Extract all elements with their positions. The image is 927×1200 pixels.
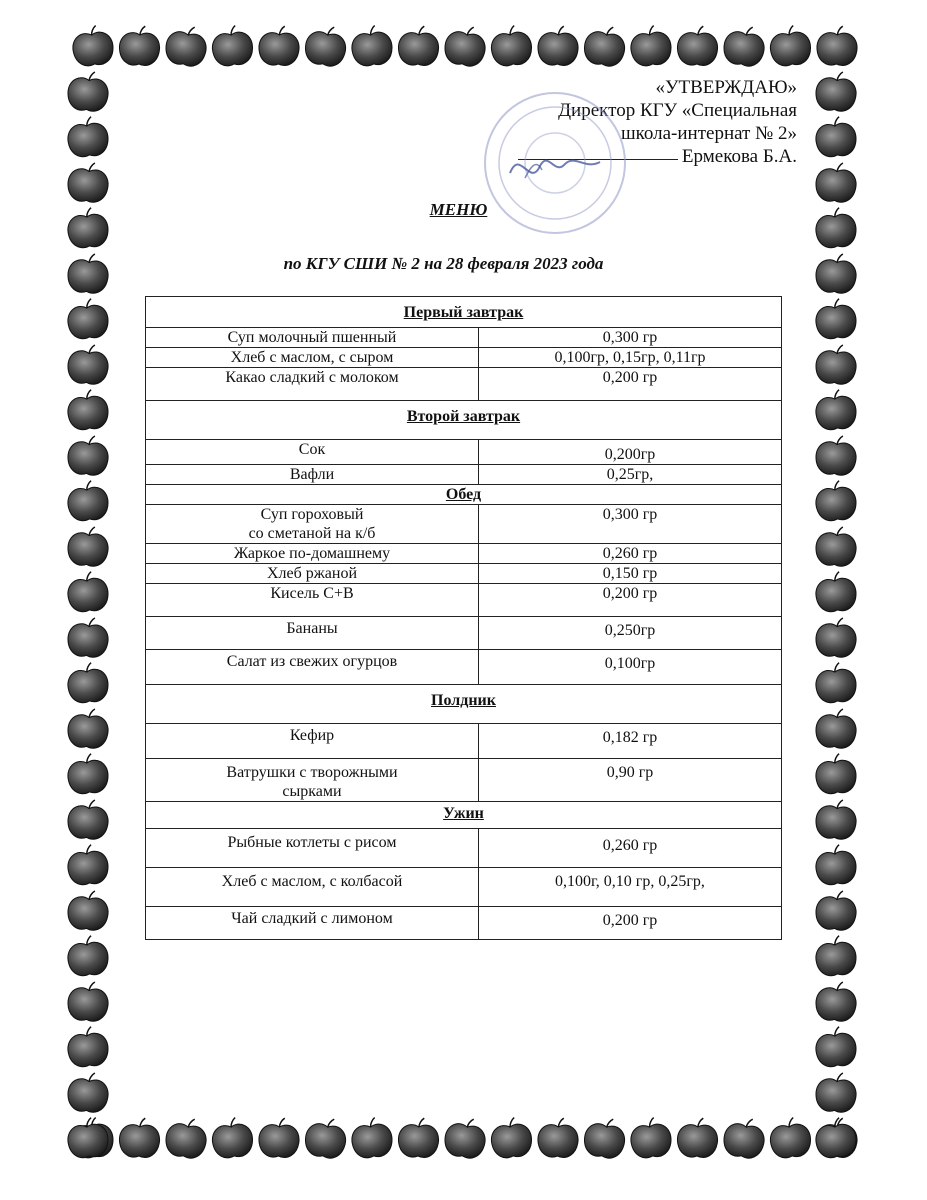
dish-quantity: 0,100гр	[479, 650, 782, 685]
dish-name: Хлеб ржаной	[146, 564, 479, 584]
apple-ornament	[350, 24, 394, 67]
dish-quantity: 0,200гр	[479, 440, 782, 465]
apple-ornament	[537, 1117, 578, 1158]
table-row	[146, 348, 782, 368]
apple-ornament	[489, 1116, 533, 1159]
apple-ornament	[163, 1115, 209, 1161]
seal-stamp	[470, 78, 640, 248]
apple-ornament	[258, 25, 299, 66]
dish-quantity: 0,100г, 0,10 гр, 0,25гр,	[479, 868, 782, 907]
apple-ornament	[350, 1116, 394, 1159]
apple-ornament	[67, 70, 110, 113]
apple-ornament	[815, 980, 858, 1023]
apple-ornament	[442, 23, 488, 69]
apple-ornament	[814, 843, 857, 886]
apple-ornament	[815, 616, 858, 659]
dish-name: Хлеб с маслом, с колбасой	[146, 868, 479, 907]
section-header-row	[146, 802, 782, 829]
apple-ornament	[442, 1115, 488, 1161]
dish-quantity: 0,200 гр	[479, 907, 782, 940]
dish-name-line: сырками	[282, 783, 342, 800]
apple-ornament	[816, 25, 857, 66]
table-row	[146, 328, 782, 348]
dish-name: Рыбные котлеты с рисом	[146, 829, 479, 868]
approval-title: «УТВЕРЖДАЮ»	[655, 77, 797, 98]
apple-ornament	[67, 616, 110, 659]
apple-ornament	[721, 1115, 767, 1161]
table-row	[146, 368, 782, 401]
dish-quantity: 0,260 гр	[479, 544, 782, 564]
dish-name-line: Суп гороховый	[260, 506, 364, 523]
table-row	[146, 584, 782, 617]
apple-ornament	[66, 1025, 109, 1068]
apple-ornament	[815, 525, 858, 568]
apple-ornament	[67, 525, 110, 568]
dish-quantity: 0,250гр	[479, 617, 782, 650]
apple-ornament	[814, 297, 857, 340]
section-title: Обед	[146, 485, 782, 505]
apple-ornament	[629, 1116, 673, 1159]
apple-ornament	[398, 1117, 439, 1158]
apple-ornament	[537, 25, 578, 66]
approval-organization: школа-интернат № 2»	[620, 123, 797, 144]
apple-ornament	[303, 1115, 349, 1161]
dish-quantity: 0,300 гр	[479, 328, 782, 348]
apple-ornament	[629, 24, 673, 67]
menu-subtitle: по КГУ СШИ № 2 на 28 февраля 2023 года	[283, 254, 604, 273]
dish-quantity: 0,200 гр	[479, 368, 782, 401]
table-row	[146, 544, 782, 564]
apple-ornament	[66, 115, 109, 158]
table-row	[146, 564, 782, 584]
apple-ornament	[582, 1115, 628, 1161]
apple-ornament	[489, 24, 533, 67]
apple-ornament	[768, 24, 812, 67]
apple-ornament	[814, 752, 857, 795]
apple-ornament	[815, 707, 858, 750]
apple-ornament	[66, 661, 109, 704]
table-row	[146, 440, 782, 465]
apple-ornament	[67, 1071, 110, 1114]
table-row	[146, 505, 782, 544]
apple-ornament	[66, 388, 109, 431]
section-title: Полдник	[146, 685, 782, 724]
apple-ornament	[119, 1117, 160, 1158]
apple-ornament	[815, 889, 858, 932]
apple-ornament	[398, 25, 439, 66]
apple-ornament	[582, 23, 628, 69]
dish-name: Вафли	[146, 465, 479, 485]
table-row	[146, 617, 782, 650]
table-row	[146, 868, 782, 907]
apple-ornament	[815, 161, 858, 204]
dish-quantity: 0,300 гр	[479, 505, 782, 544]
apple-ornament	[66, 843, 109, 886]
apple-ornament	[67, 161, 110, 204]
apple-ornament	[67, 798, 110, 841]
dish-quantity: 0,182 гр	[479, 724, 782, 759]
dish-name: Какао сладкий с молоком	[146, 368, 479, 401]
apple-ornament	[814, 388, 857, 431]
dish-name: Кисель С+В	[146, 584, 479, 617]
apple-ornament	[815, 798, 858, 841]
dish-name	[146, 759, 479, 802]
apple-ornament	[119, 25, 160, 66]
dish-quantity: 0,200 гр	[479, 584, 782, 617]
dish-name	[146, 505, 479, 544]
table-row	[146, 759, 782, 802]
apple-ornament	[210, 24, 254, 67]
apple-ornament	[163, 23, 209, 69]
apple-ornament	[814, 934, 857, 977]
dish-name: Чай сладкий с лимоном	[146, 907, 479, 940]
apple-ornament	[815, 70, 858, 113]
apple-ornament	[67, 707, 110, 750]
apple-ornament	[66, 752, 109, 795]
dish-quantity: 0,100гр, 0,15гр, 0,11гр	[479, 348, 782, 368]
section-header-row	[146, 297, 782, 328]
apple-ornament	[66, 934, 109, 977]
dish-name: Жаркое по-домашнему	[146, 544, 479, 564]
apple-ornament	[814, 570, 857, 613]
dish-name: Сок	[146, 440, 479, 465]
section-title: Ужин	[146, 802, 782, 829]
apple-ornament	[67, 434, 110, 477]
apple-ornament	[815, 434, 858, 477]
approval-position: Директор КГУ «Специальная	[558, 100, 797, 121]
apple-ornament	[814, 115, 857, 158]
apple-ornament	[814, 661, 857, 704]
section-header-row	[146, 401, 782, 440]
menu-table	[145, 296, 782, 940]
apple-ornament	[66, 1116, 109, 1159]
apple-ornament	[67, 343, 110, 386]
apple-ornament	[67, 889, 110, 932]
apple-ornament	[66, 297, 109, 340]
apple-ornament	[258, 1117, 299, 1158]
dish-name: Салат из свежих огурцов	[146, 650, 479, 685]
apple-ornament	[721, 23, 767, 69]
apple-ornament	[814, 1116, 857, 1159]
table-row	[146, 650, 782, 685]
section-header-row	[146, 485, 782, 505]
dish-name: Кефир	[146, 724, 479, 759]
dish-quantity: 0,25гр,	[479, 465, 782, 485]
dish-quantity: 0,150 гр	[479, 564, 782, 584]
apple-ornament	[67, 980, 110, 1023]
section-header-row	[146, 685, 782, 724]
apple-ornament	[210, 1116, 254, 1159]
apple-ornament	[677, 1117, 718, 1158]
dish-name: Хлеб с маслом, с сыром	[146, 348, 479, 368]
dish-name: Бананы	[146, 617, 479, 650]
apple-ornament	[66, 479, 109, 522]
section-title: Первый завтрак	[146, 297, 782, 328]
apple-ornament	[814, 479, 857, 522]
dish-name: Суп молочный пшенный	[146, 328, 479, 348]
approval-signatory: Ермекова Б.А.	[518, 145, 797, 168]
apple-ornament	[677, 25, 718, 66]
apple-ornament	[66, 570, 109, 613]
apple-ornament	[303, 23, 349, 69]
table-row	[146, 724, 782, 759]
apple-ornament	[814, 1025, 857, 1068]
table-row	[146, 907, 782, 940]
dish-name-line: со сметаной на к/б	[248, 525, 376, 542]
dish-quantity: 0,260 гр	[479, 829, 782, 868]
table-row	[146, 465, 782, 485]
apple-ornament	[768, 1116, 812, 1159]
apple-ornament	[71, 24, 115, 67]
section-title: Второй завтрак	[146, 401, 782, 440]
apple-ornament	[815, 343, 858, 386]
table-row	[146, 829, 782, 868]
dish-name-line: Ватрушки с творожными	[226, 764, 398, 781]
menu-title: МЕНЮ	[429, 200, 488, 219]
apple-ornament	[815, 1071, 858, 1114]
dish-quantity: 0,90 гр	[479, 759, 782, 802]
